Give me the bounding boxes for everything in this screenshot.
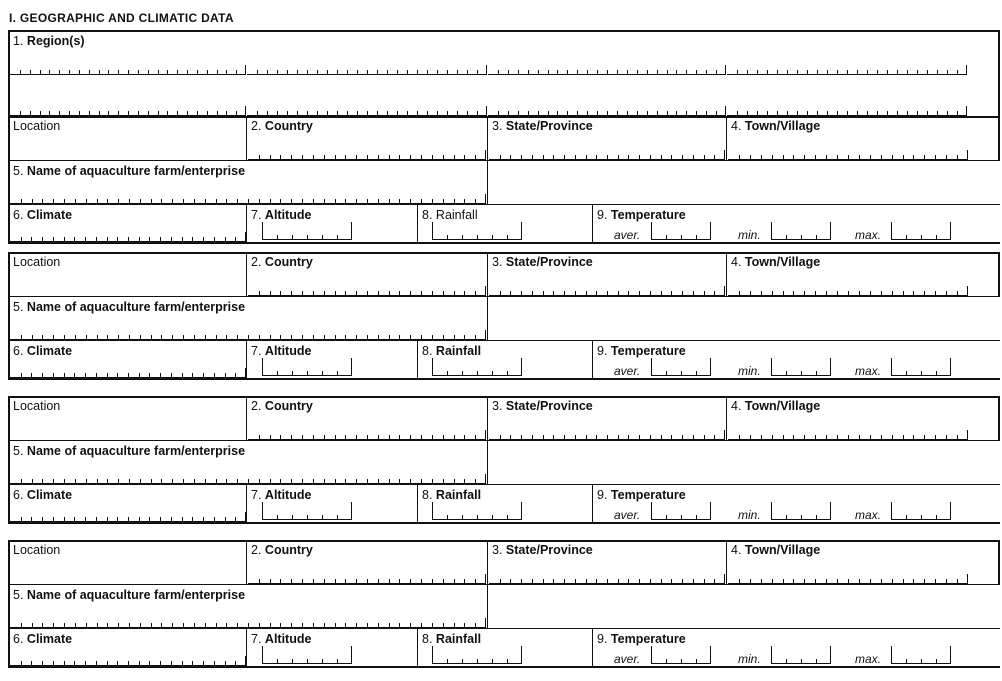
temperature-label: 9. Temperature (597, 344, 686, 358)
comb-lines (728, 274, 968, 296)
divider (417, 628, 418, 666)
state-input[interactable] (489, 562, 725, 584)
block-bottom-border (8, 522, 1000, 524)
comb-lines (10, 52, 246, 75)
comb-lines (651, 646, 711, 664)
altitude-input[interactable] (262, 222, 352, 240)
temperature-label: 9. Temperature (597, 208, 686, 222)
location-label: Location (13, 399, 61, 413)
temp-max-label: max. (855, 652, 882, 666)
region-input-7[interactable] (488, 93, 726, 116)
comb-lines (248, 274, 486, 296)
divider (417, 204, 418, 242)
comb-lines (891, 502, 951, 520)
comb-lines (728, 562, 968, 584)
state-input[interactable] (489, 418, 725, 440)
comb-lines (489, 138, 725, 160)
region-input-1[interactable] (10, 52, 246, 75)
altitude-input[interactable] (262, 358, 352, 376)
state-label: 3. State/Province (492, 543, 593, 557)
comb-lines (727, 52, 967, 75)
location-label: Location (13, 119, 61, 133)
row-divider (8, 584, 1000, 585)
climate-input[interactable] (10, 646, 246, 666)
divider (246, 116, 247, 160)
comb-lines (432, 358, 522, 376)
divider (592, 340, 593, 378)
block-bottom-border (8, 242, 1000, 244)
comb-lines (489, 562, 725, 584)
region-input-4[interactable] (727, 52, 967, 75)
state-input[interactable] (489, 274, 725, 296)
comb-lines (262, 502, 352, 520)
comb-lines (248, 418, 486, 440)
comb-lines (432, 646, 522, 664)
comb-lines (771, 646, 831, 664)
temp-aver-input[interactable] (651, 358, 711, 376)
row-divider (8, 296, 1000, 297)
region-label: 1. Region(s) (13, 34, 85, 48)
temp-max-label: max. (855, 228, 882, 242)
region-input-2[interactable] (247, 52, 487, 75)
divider (246, 628, 247, 666)
comb-lines (489, 418, 725, 440)
climate-input[interactable] (10, 358, 246, 378)
temperature-label: 9. Temperature (597, 632, 686, 646)
region-input-3[interactable] (488, 52, 726, 75)
divider (246, 484, 247, 522)
temp-max-input[interactable] (891, 222, 951, 240)
comb-lines (262, 646, 352, 664)
town-input[interactable] (728, 138, 968, 160)
farm-label: 5. Name of aquaculture farm/enterprise (13, 300, 246, 314)
region-input-5[interactable] (10, 93, 246, 116)
comb-lines (728, 418, 968, 440)
divider (246, 204, 247, 242)
block-top-border (8, 396, 1000, 398)
region-top-border (8, 30, 1000, 32)
section-title: I. GEOGRAPHIC AND CLIMATIC DATA (9, 11, 234, 25)
temp-aver-label: aver. (614, 228, 641, 242)
altitude-input[interactable] (262, 646, 352, 664)
temp-max-input[interactable] (891, 502, 951, 520)
region-input-6[interactable] (247, 93, 487, 116)
country-label: 2. Country (251, 255, 313, 269)
block-top-border (8, 252, 1000, 254)
temp-max-label: max. (855, 364, 882, 378)
rainfall-label: 8. Rainfall (422, 344, 482, 358)
row-divider (8, 204, 1000, 205)
state-label: 3. State/Province (492, 255, 593, 269)
row-divider (8, 160, 1000, 161)
comb-lines (488, 52, 726, 75)
altitude-input[interactable] (262, 502, 352, 520)
farm-label: 5. Name of aquaculture farm/enterprise (13, 164, 246, 178)
comb-lines (489, 274, 725, 296)
divider (417, 484, 418, 522)
climate-input[interactable] (10, 502, 246, 522)
temp-min-label: min. (738, 228, 761, 242)
town-input[interactable] (728, 562, 968, 584)
altitude-label: 7. Altitude (251, 344, 312, 358)
row-divider (8, 440, 1000, 441)
altitude-label: 7. Altitude (251, 488, 312, 502)
comb-lines (248, 562, 486, 584)
temp-min-input[interactable] (771, 646, 831, 664)
comb-lines (432, 222, 522, 240)
farm-name-input[interactable] (10, 318, 486, 340)
country-input[interactable] (248, 418, 486, 440)
block-bottom-border (8, 378, 1000, 380)
comb-lines (248, 138, 486, 160)
divider (246, 396, 247, 440)
region-right-border (998, 30, 1000, 116)
divider (592, 484, 593, 522)
row-divider (8, 484, 1000, 485)
comb-lines (891, 222, 951, 240)
temp-max-input[interactable] (891, 646, 951, 664)
divider (592, 628, 593, 666)
comb-lines (771, 502, 831, 520)
country-label: 2. Country (251, 119, 313, 133)
climate-label: 6. Climate (13, 488, 73, 502)
block-bottom-border (8, 666, 1000, 668)
farm-name-input[interactable] (10, 182, 486, 204)
temp-aver-label: aver. (614, 652, 641, 666)
block-right-border (998, 396, 1000, 440)
comb-lines (728, 138, 968, 160)
comb-lines (891, 358, 951, 376)
temp-aver-input[interactable] (651, 502, 711, 520)
location-block-3 (0, 396, 1002, 524)
town-label: 4. Town/Village (731, 543, 821, 557)
rainfall-input[interactable] (432, 222, 522, 240)
country-label: 2. Country (251, 399, 313, 413)
temp-min-label: min. (738, 364, 761, 378)
divider (726, 252, 727, 296)
comb-lines (10, 646, 246, 666)
divider (726, 116, 727, 160)
divider (726, 396, 727, 440)
rainfall-label: 8. Rainfall (422, 488, 482, 502)
temp-min-input[interactable] (771, 358, 831, 376)
temp-min-input[interactable] (771, 222, 831, 240)
country-input[interactable] (248, 138, 486, 160)
block-right-border (998, 540, 1000, 584)
block-right-border (998, 252, 1000, 296)
divider (726, 540, 727, 584)
comb-lines (771, 358, 831, 376)
comb-lines (651, 358, 711, 376)
altitude-label: 7. Altitude (251, 632, 312, 646)
block-top-border (8, 116, 1000, 118)
farm-name-input[interactable] (10, 462, 486, 484)
farm-name-input[interactable] (10, 606, 486, 628)
location-label: Location (13, 255, 61, 269)
comb-lines (262, 222, 352, 240)
comb-lines (10, 182, 486, 204)
comb-lines (771, 222, 831, 240)
country-input[interactable] (248, 274, 486, 296)
temp-aver-input[interactable] (651, 222, 711, 240)
country-input[interactable] (248, 562, 486, 584)
comb-lines (891, 646, 951, 664)
temp-max-input[interactable] (891, 358, 951, 376)
town-label: 4. Town/Village (731, 399, 821, 413)
region-input-8[interactable] (727, 93, 967, 116)
comb-lines (10, 318, 486, 340)
comb-lines (10, 358, 246, 378)
state-label: 3. State/Province (492, 399, 593, 413)
climate-input[interactable] (10, 222, 246, 242)
temp-aver-input[interactable] (651, 646, 711, 664)
comb-lines (247, 93, 487, 116)
divider (246, 340, 247, 378)
temp-max-label: max. (855, 508, 882, 522)
town-label: 4. Town/Village (731, 255, 821, 269)
comb-lines (10, 93, 246, 116)
rainfall-input[interactable] (432, 502, 522, 520)
comb-lines (651, 222, 711, 240)
comb-lines (247, 52, 487, 75)
state-label: 3. State/Province (492, 119, 593, 133)
temp-aver-label: aver. (614, 508, 641, 522)
location-block-1 (0, 116, 1002, 244)
row-divider (8, 628, 1000, 629)
climate-label: 6. Climate (13, 208, 73, 222)
state-input[interactable] (489, 138, 725, 160)
town-input[interactable] (728, 418, 968, 440)
temp-aver-label: aver. (614, 364, 641, 378)
comb-lines (727, 93, 967, 116)
comb-lines (262, 358, 352, 376)
comb-lines (10, 222, 246, 242)
climate-label: 6. Climate (13, 632, 73, 646)
comb-lines (651, 502, 711, 520)
country-label: 2. Country (251, 543, 313, 557)
location-block-4 (0, 540, 1002, 668)
temperature-label: 9. Temperature (597, 488, 686, 502)
farm-label: 5. Name of aquaculture farm/enterprise (13, 588, 246, 602)
temp-min-label: min. (738, 508, 761, 522)
location-label: Location (13, 543, 61, 557)
farm-label: 5. Name of aquaculture farm/enterprise (13, 444, 246, 458)
climate-label: 6. Climate (13, 344, 73, 358)
rainfall-input[interactable] (432, 358, 522, 376)
temp-min-label: min. (738, 652, 761, 666)
location-block-2 (0, 252, 1002, 380)
rainfall-label: 8. Rainfall (422, 632, 482, 646)
divider (417, 340, 418, 378)
town-label: 4. Town/Village (731, 119, 821, 133)
comb-lines (10, 462, 486, 484)
rainfall-label: 8. Rainfall (422, 208, 478, 222)
row-divider (8, 340, 1000, 341)
comb-lines (488, 93, 726, 116)
comb-lines (10, 606, 486, 628)
temp-min-input[interactable] (771, 502, 831, 520)
rainfall-input[interactable] (432, 646, 522, 664)
divider (592, 204, 593, 242)
town-input[interactable] (728, 274, 968, 296)
divider (246, 540, 247, 584)
comb-lines (10, 502, 246, 522)
divider (246, 252, 247, 296)
comb-lines (432, 502, 522, 520)
altitude-label: 7. Altitude (251, 208, 312, 222)
block-right-border (998, 116, 1000, 160)
block-top-border (8, 540, 1000, 542)
